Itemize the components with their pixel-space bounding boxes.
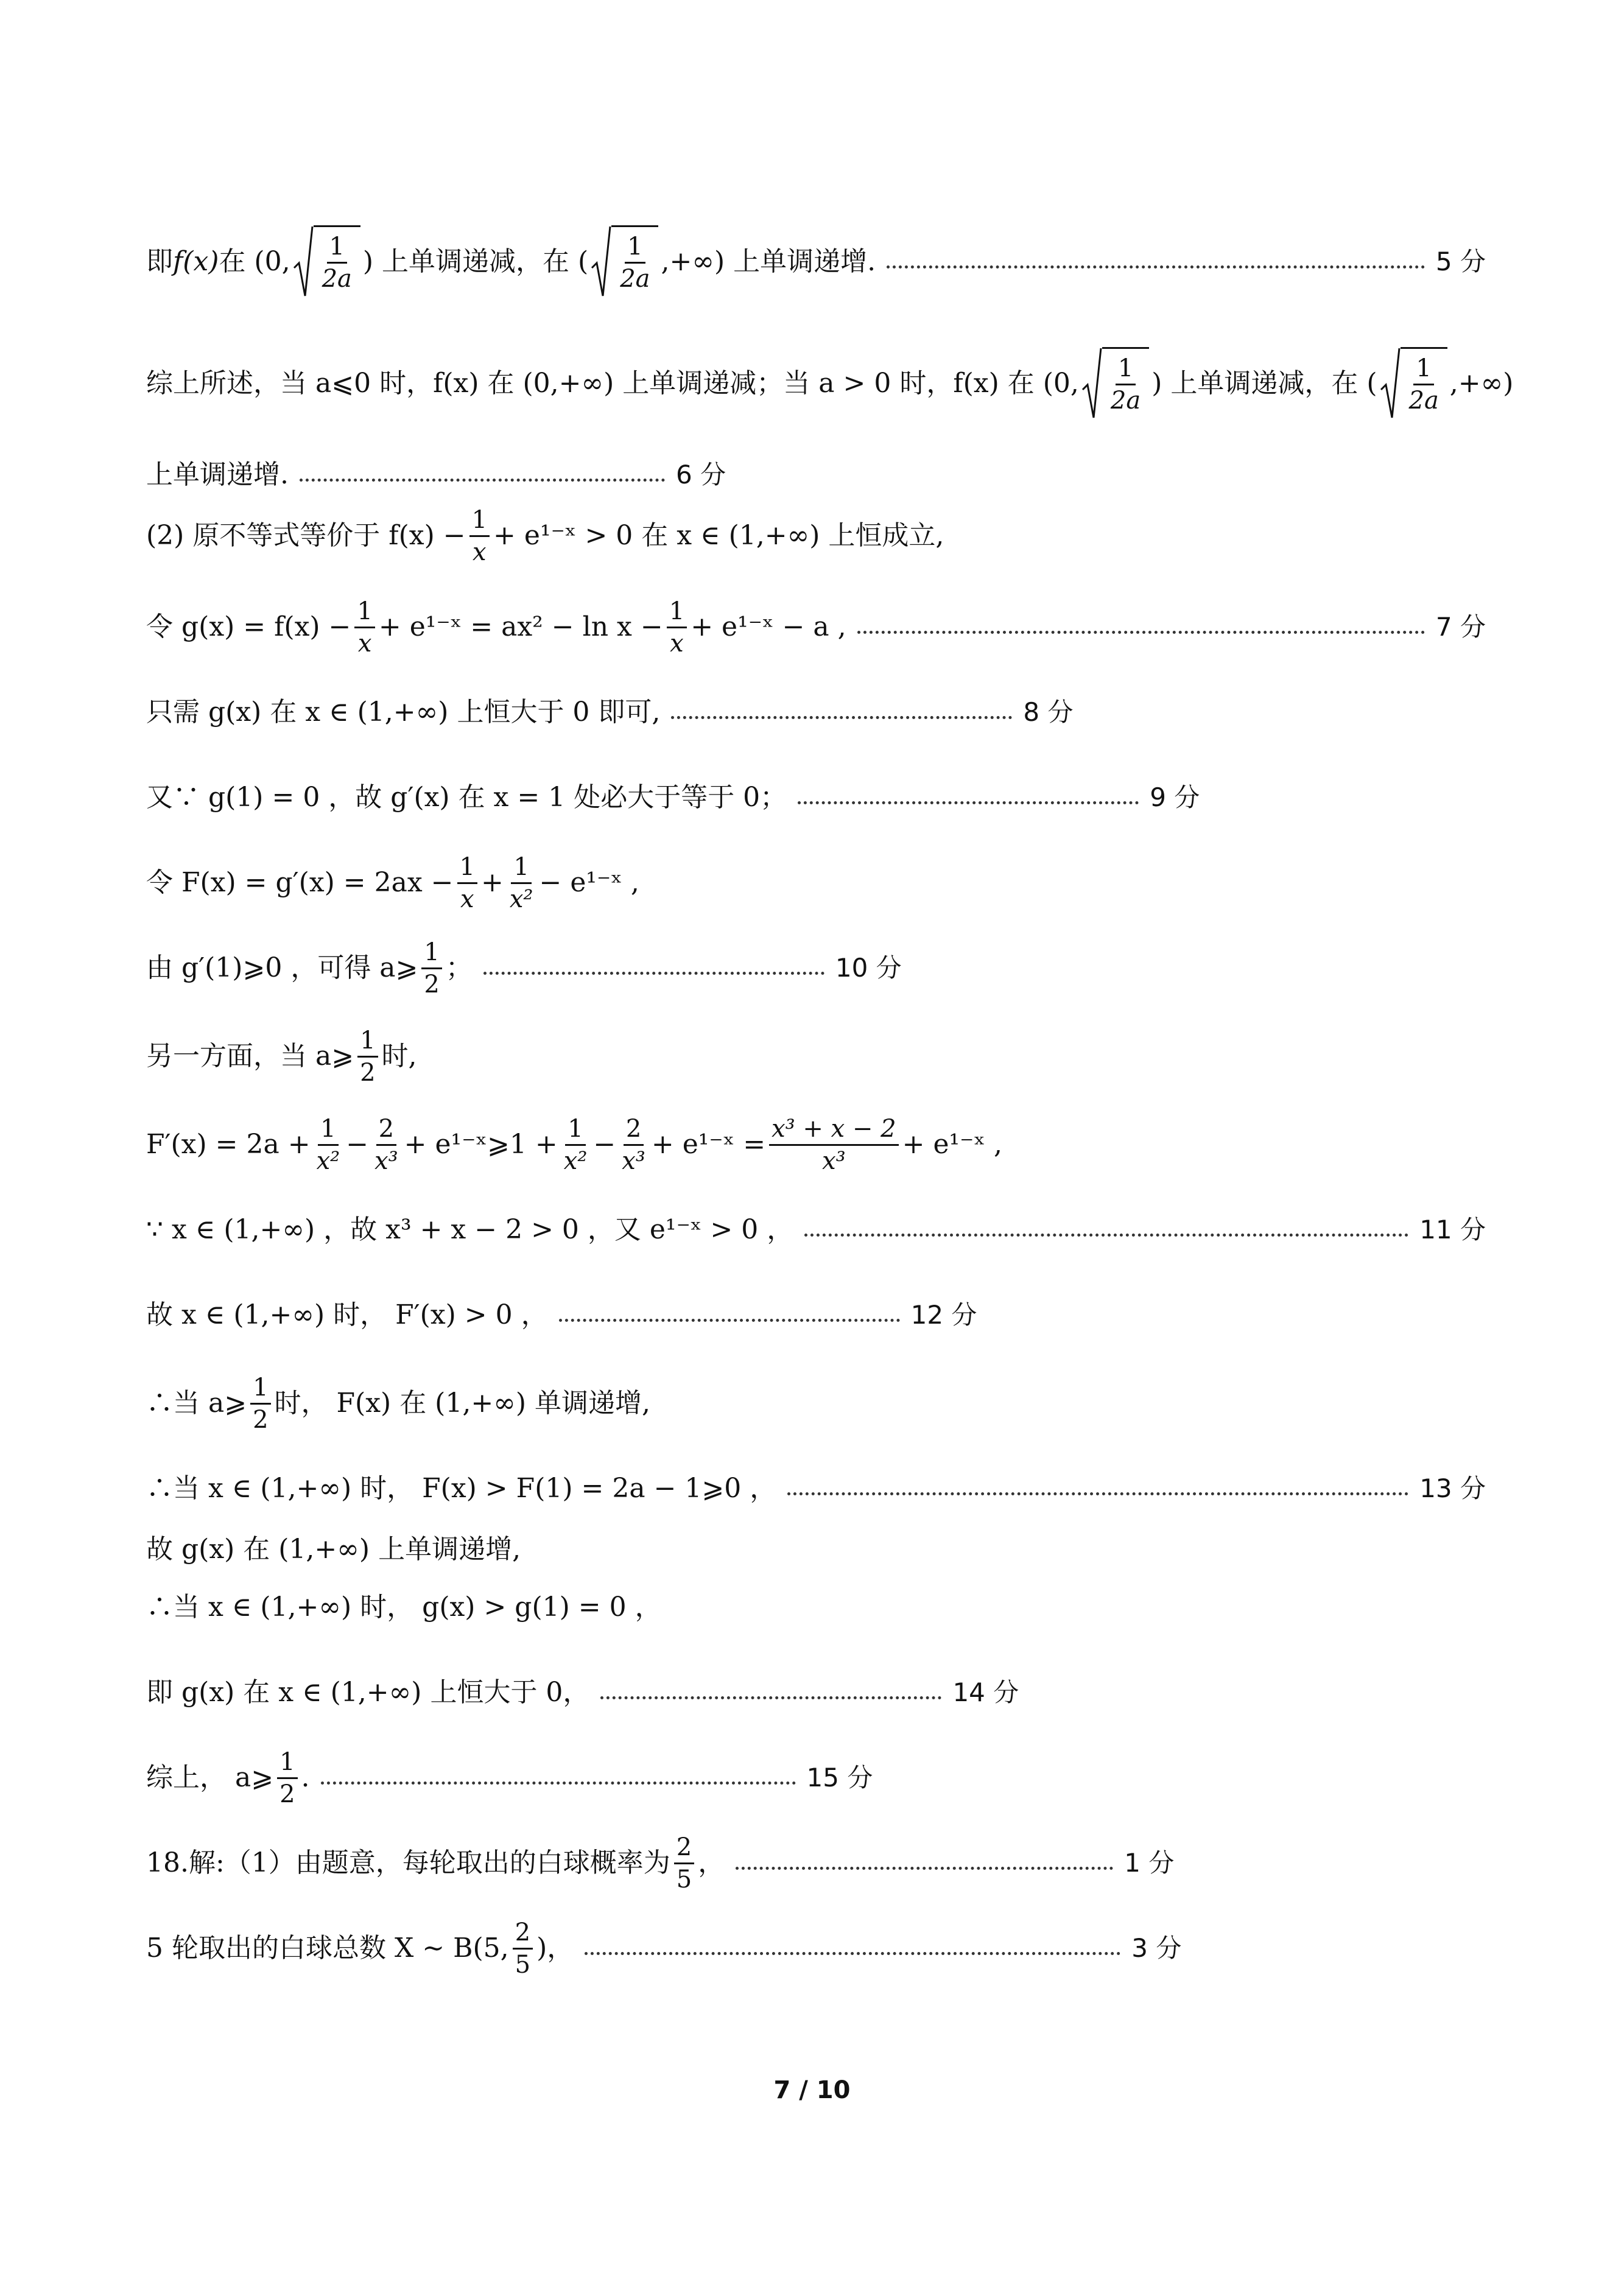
text: ) 上单调递减，在 ( <box>362 246 589 277</box>
text: 上单调递增. <box>146 459 289 490</box>
solution-line <box>146 840 1486 925</box>
score-label: 15 分 <box>806 1763 873 1792</box>
score-label: 3 分 <box>1131 1933 1182 1963</box>
solution-line <box>146 1361 1486 1446</box>
dotted-leader <box>321 1782 796 1785</box>
fraction: $\frac{1}{2a}$ <box>322 233 352 293</box>
score-label: 7 分 <box>1435 612 1486 642</box>
dotted-leader <box>483 972 824 975</box>
text: − <box>346 1129 369 1160</box>
text: )， <box>536 1933 574 1964</box>
score-label: 9 分 <box>1150 782 1200 812</box>
fraction: $\frac{2}{\text{x³}}$ <box>374 1114 398 1175</box>
text: ∴当 x ∈ (1,+∞) 时， F(x) > F(1) = 2a − 1⩾0 ， <box>146 1473 777 1504</box>
text: + e¹⁻ˣ⩾1 + <box>404 1129 558 1160</box>
dotted-leader <box>787 1492 1408 1495</box>
sqrt <box>293 225 360 298</box>
fraction: $\frac{2}{5}$ <box>513 1920 533 1978</box>
text: + <box>481 867 504 898</box>
text: + e¹⁻ˣ , <box>902 1129 1002 1160</box>
dotted-leader <box>736 1867 1113 1870</box>
fraction: $\frac{1}{2}$ <box>421 939 441 997</box>
solution-line <box>146 219 1486 304</box>
text: + e¹⁻ˣ − a , <box>691 611 846 642</box>
score-label: 5 分 <box>1435 247 1486 276</box>
text: ) 上单调递减，在 ( <box>1151 368 1377 399</box>
text: ； <box>445 952 473 983</box>
text: . <box>301 1762 310 1793</box>
fraction: $\frac{1}{2}$ <box>277 1749 297 1807</box>
text: − e¹⁻ˣ , <box>539 867 639 898</box>
solution-line <box>146 493 1486 578</box>
score-label: 12 分 <box>910 1300 977 1330</box>
radical-sign <box>1380 347 1401 420</box>
score-label: 8 分 <box>1023 697 1074 727</box>
radical-sign <box>1081 347 1102 420</box>
text: + e¹⁻ˣ > 0 在 x ∈ (1,+∞) 上恒成立, <box>493 520 944 551</box>
text: 只需 g(x) 在 x ∈ (1,+∞) 上恒大于 0 即可, <box>146 697 661 728</box>
score-label: 10 分 <box>835 953 902 983</box>
solution-line <box>146 1735 1486 1820</box>
text: ,+∞) 上单调递增. <box>661 246 876 277</box>
radical-sign <box>293 225 314 298</box>
solution-line <box>146 1820 1486 1906</box>
fraction: $\frac{1}{x}$ <box>667 599 687 656</box>
fraction: $\frac{2}{\text{x³}}$ <box>622 1114 645 1175</box>
text: 令 F(x) = g′(x) = 2ax − <box>146 867 454 898</box>
dotted-leader <box>804 1234 1408 1237</box>
text: 时， F(x) 在 (1,+∞) 单调递增, <box>274 1388 650 1419</box>
fraction: $\frac{1}{\text{x²}}$ <box>563 1114 588 1175</box>
text: ∴当 x ∈ (1,+∞) 时， g(x) > g(1) = 0 ， <box>146 1592 662 1623</box>
score-label: 1 分 <box>1124 1848 1175 1878</box>
solution-line <box>146 1565 1486 1650</box>
text: + e¹⁻ˣ = <box>651 1129 766 1160</box>
solution-line <box>146 1187 1486 1273</box>
solution-line <box>146 1014 1486 1099</box>
fraction: $\frac{\text{x³ + x − 2}}{\text{x³}}$ <box>769 1116 899 1174</box>
solution-line <box>146 670 1486 755</box>
score-label: 11 分 <box>1419 1215 1486 1245</box>
solution-line <box>146 1273 1486 1358</box>
text: 故 x ∈ (1,+∞) 时， F′(x) > 0 ， <box>146 1299 548 1330</box>
solution-line <box>146 925 1486 1011</box>
dotted-leader <box>600 1696 941 1699</box>
fraction: $\frac{1}{\text{x²}}$ <box>509 852 533 913</box>
solution-line <box>146 1906 1486 1991</box>
fraction: $\frac{1}{x}$ <box>457 854 477 912</box>
text: 综上， a⩾ <box>146 1762 274 1793</box>
text: ， <box>698 1847 725 1878</box>
text: 令 g(x) = f(x) − <box>146 611 351 642</box>
text: 在 (0, <box>219 246 290 277</box>
text: 另一方面，当 a⩾ <box>146 1041 354 1072</box>
math-expr: f(x) <box>173 246 219 277</box>
dotted-leader <box>559 1319 900 1322</box>
dotted-leader <box>798 801 1139 804</box>
score-label: 14 分 <box>952 1677 1019 1707</box>
score-label: 13 分 <box>1419 1473 1486 1503</box>
text: 由 g′(1)⩾0 ，可得 a⩾ <box>146 952 418 983</box>
fraction: $\frac{1}{2}$ <box>357 1028 378 1086</box>
text: (2) 原不等式等价于 f(x) − <box>146 520 466 551</box>
page-number: 7 / 10 <box>773 2076 851 2104</box>
fraction: $\frac{1}{2}$ <box>250 1375 270 1433</box>
solution-line <box>146 1650 1486 1735</box>
sqrt <box>1380 347 1447 420</box>
solution-line <box>146 1102 1486 1187</box>
dotted-leader <box>300 479 665 482</box>
dotted-leader <box>585 1952 1120 1955</box>
fraction: $\frac{2}{5}$ <box>674 1834 694 1892</box>
solution-line <box>146 755 1486 840</box>
text: ∵ x ∈ (1,+∞) ，故 x³ + x − 2 > 0 ，又 e¹⁻ˣ > 0 ， <box>146 1214 794 1245</box>
text: F′(x) = 2a + <box>146 1129 311 1160</box>
fraction: $\frac{1}{\text{x²}}$ <box>316 1114 340 1175</box>
text: 故 g(x) 在 (1,+∞) 上单调递增, <box>146 1534 521 1565</box>
text: 即 <box>146 246 173 277</box>
radical-sign <box>591 225 611 298</box>
sqrt <box>1081 347 1149 420</box>
dotted-leader <box>857 631 1425 634</box>
dotted-leader <box>671 716 1012 719</box>
text: 即 g(x) 在 x ∈ (1,+∞) 上恒大于 0， <box>146 1677 590 1708</box>
text: 又∵ g(1) = 0 ，故 g′(x) 在 x = 1 处必大于等于 0； <box>146 782 787 813</box>
fraction: $\frac{1}{x}$ <box>354 599 374 656</box>
score-label: 6 分 <box>676 460 726 490</box>
fraction: $\frac{1}{x}$ <box>469 507 490 565</box>
fraction: $\frac{1}{2a}$ <box>1408 354 1439 415</box>
fraction: $\frac{1}{2a}$ <box>620 233 650 293</box>
solution-line <box>146 341 1514 426</box>
text: − <box>593 1129 616 1160</box>
text: 5 轮取出的白球总数 X ~ B(5, <box>146 1933 509 1964</box>
text: ,+∞) <box>1449 368 1514 399</box>
dotted-leader <box>887 265 1425 269</box>
text: 18.解:（1）由题意，每轮取出的白球概率为 <box>146 1847 670 1878</box>
solution-line <box>146 585 1486 670</box>
text: 时, <box>381 1041 417 1072</box>
text: 综上所述，当 a⩽0 时，f(x) 在 (0,+∞) 上单调递减；当 a > 0 时，f(x) 在 (0, <box>146 368 1079 399</box>
fraction: $\frac{1}{2a}$ <box>1110 354 1141 415</box>
sqrt <box>591 225 658 298</box>
text: + e¹⁻ˣ = ax² − ln x − <box>378 611 663 642</box>
text: ∴当 a⩾ <box>146 1388 247 1419</box>
